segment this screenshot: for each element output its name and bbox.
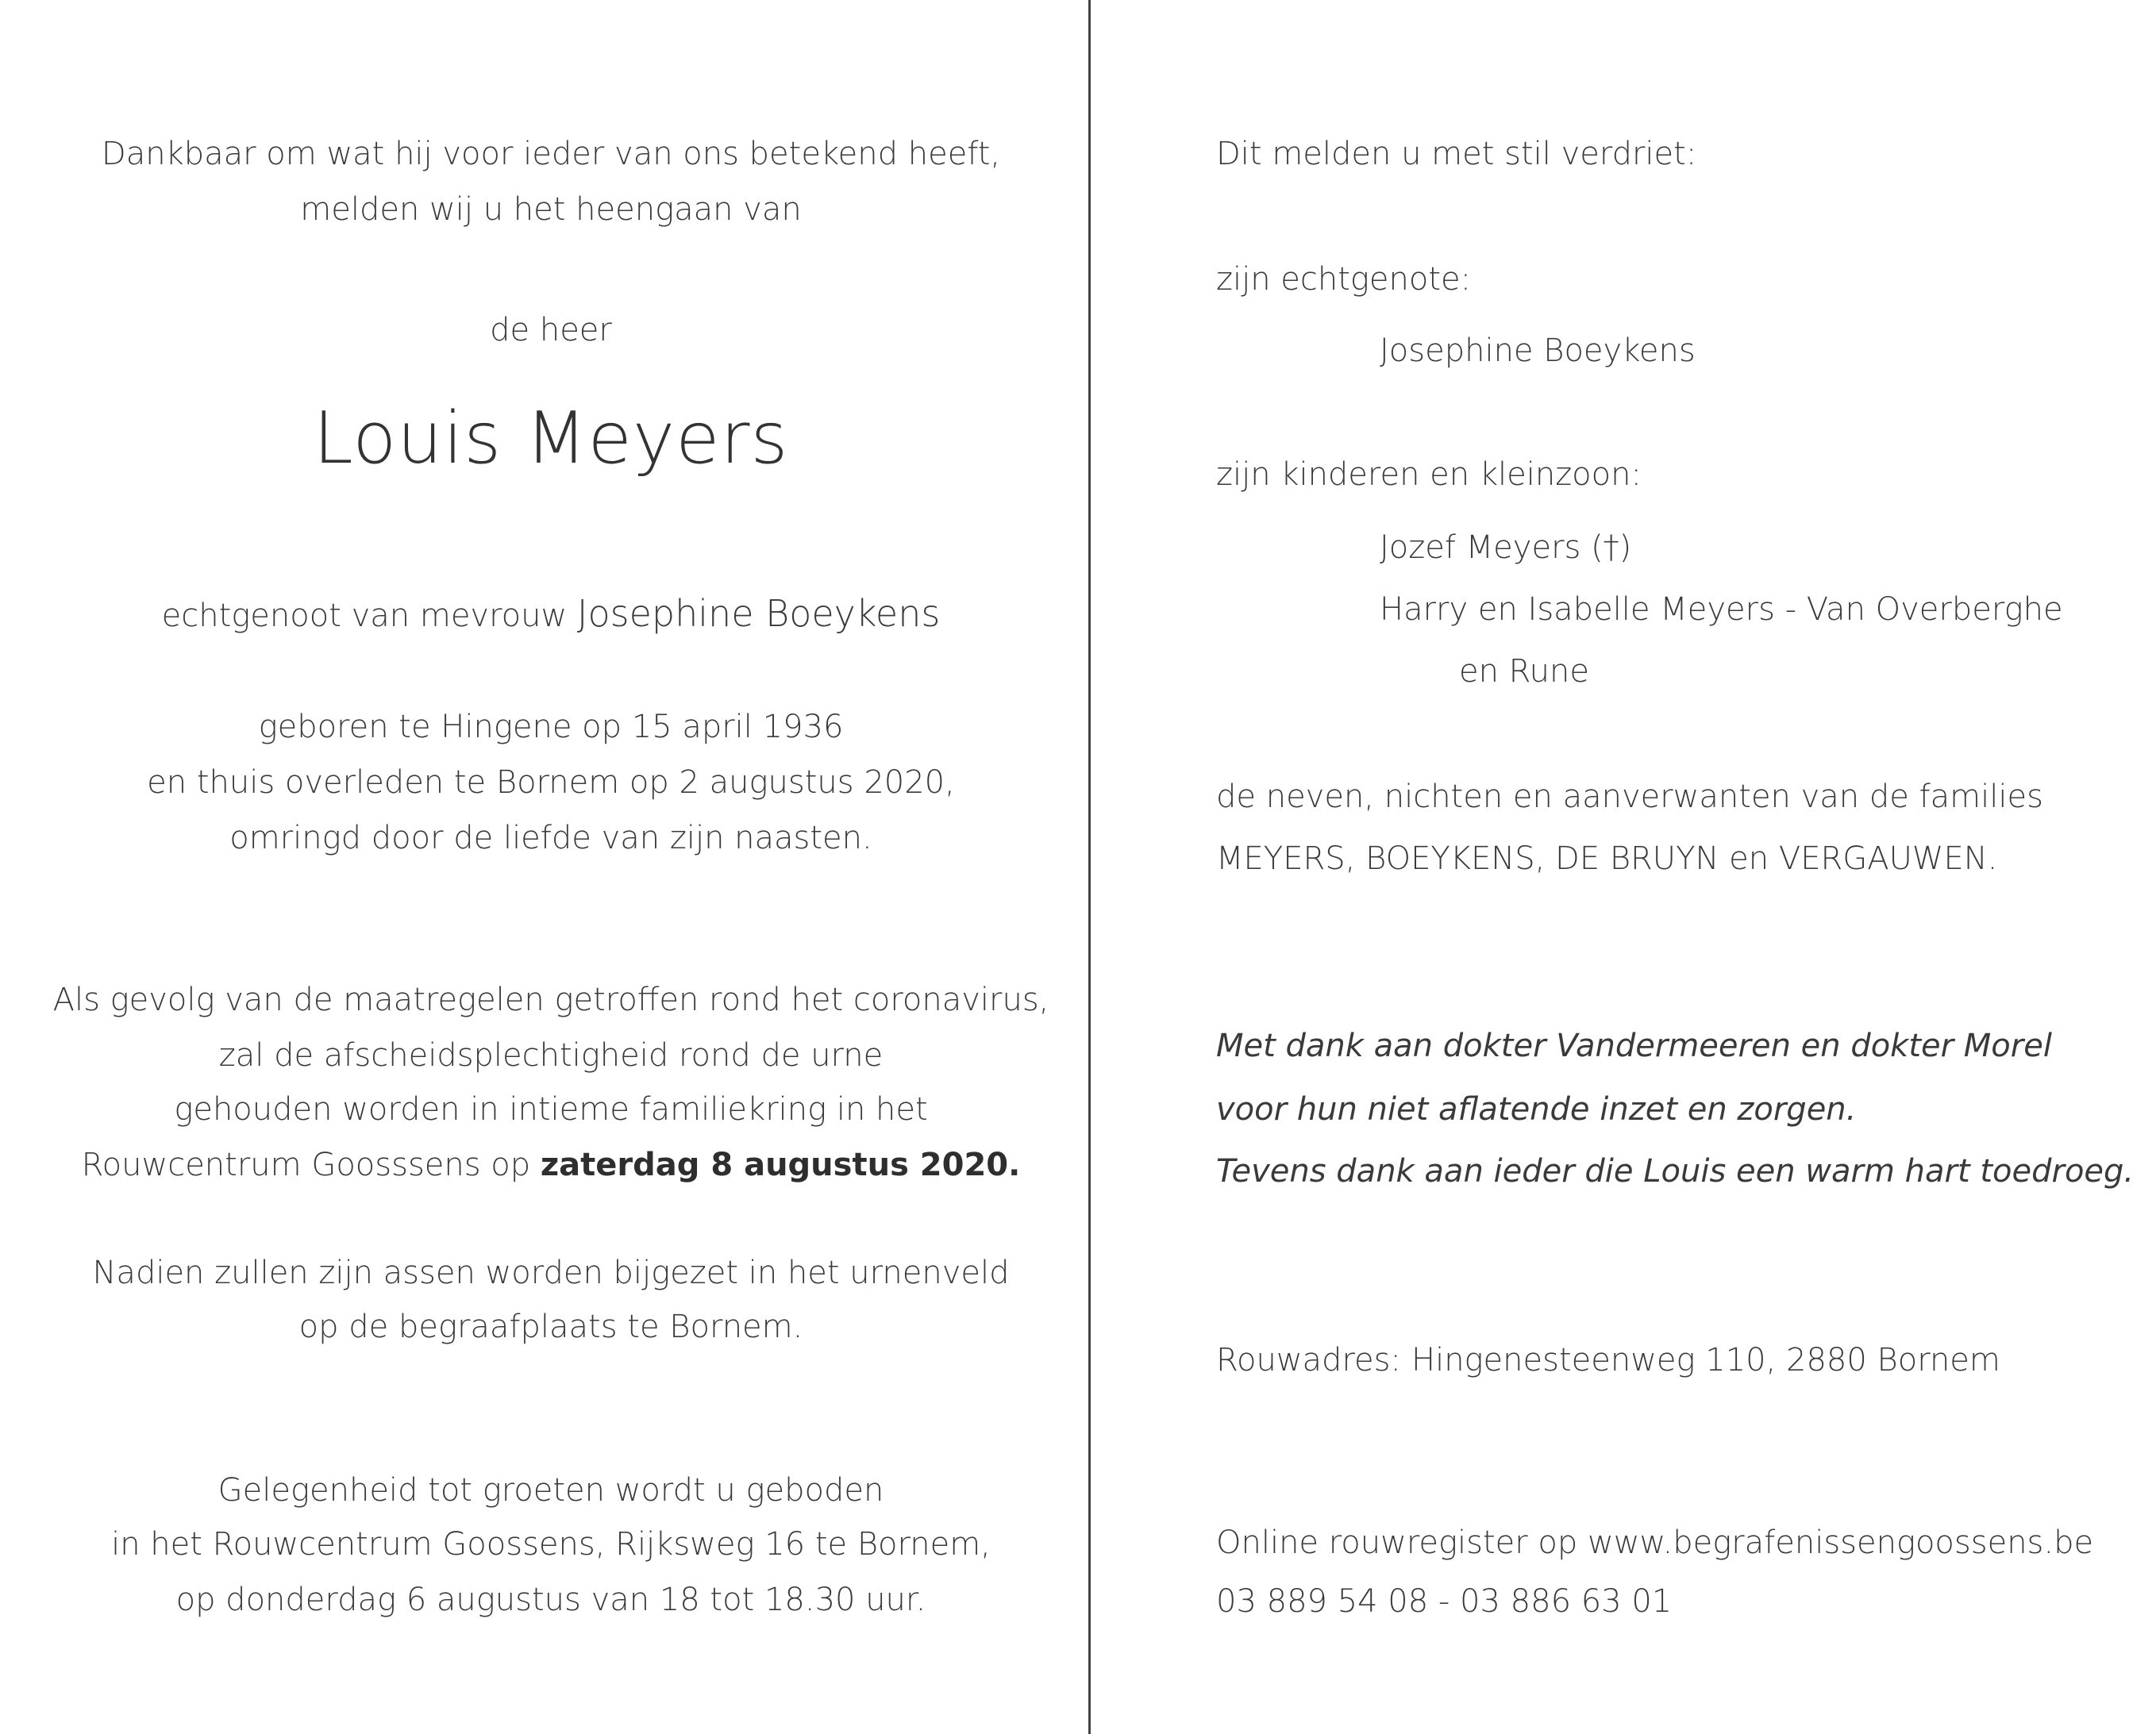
spouse-prefix: echtgenoot van mevrouw: [161, 598, 568, 634]
ceremony-line-1: Als gevolg van de maatregelen getroffen rond het coronavirus,: [52, 982, 1049, 1018]
spouse-line: [161, 592, 941, 635]
ceremony-date: zaterdag 8 augustus 2020.: [540, 1147, 1021, 1183]
child-1: Jozef Meyers (†): [1380, 529, 1632, 566]
address-label: Rouwadres:: [1216, 1342, 1401, 1378]
right-spouse-name: Josephine Boeykens: [1380, 333, 1696, 369]
ceremony-location: Rouwcentrum Goosssens op: [81, 1147, 531, 1183]
page-divider: [1088, 0, 1091, 1734]
spouse-name: Josephine Boeykens: [576, 592, 941, 635]
grandchild: en Rune: [1459, 653, 1589, 690]
visit-line-2: in het Rouwcentrum Goossens, Rijksweg 16 te Bornem,: [111, 1526, 991, 1563]
ceremony-line-2: zal de afscheidsplechtigheid rond de urne: [218, 1037, 884, 1074]
phone-numbers: 03 889 54 08 - 03 886 63 01: [1216, 1583, 1673, 1620]
visit-line-3: op donderdag 6 augustus van 18 tot 18.30 uur.: [175, 1582, 926, 1618]
spouse-label: zijn echtgenote:: [1216, 261, 1472, 298]
died-line: en thuis overleden te Bornem op 2 augustus 2020,: [147, 764, 955, 801]
child-2: Harry en Isabelle Meyers - Van Overberghe: [1380, 591, 2063, 628]
surrounded-line: omringd door de liefde van zijn naasten.: [229, 820, 872, 856]
family-line-1: de neven, nichten en aanverwanten van de families: [1216, 779, 2043, 815]
online-register: Online rouwregister op www.begrafenissengoossens.be: [1216, 1524, 2094, 1561]
ceremony-line-3: gehouden worden in intieme familiekring in het: [174, 1091, 928, 1128]
ceremony-line-4: [82, 1149, 1021, 1181]
visit-line-1: Gelegenheid tot groeten wordt u geboden: [218, 1472, 884, 1509]
thanks-line-1: Met dank aan dokter Vandermeeren en dokter Morel: [1216, 1028, 2052, 1064]
ashes-line-2: op de begraafplaats te Bornem.: [298, 1309, 803, 1345]
announce-line: Dit melden u met stil verdriet:: [1216, 136, 1697, 172]
deceased-title: de heer: [490, 312, 612, 348]
thanks-line-2: voor hun niet aflatende inzet en zorgen.: [1216, 1091, 1857, 1128]
deceased-name: Louis Meyers: [313, 397, 789, 480]
intro-line-2: melden wij u het heengaan van: [300, 191, 802, 228]
ashes-line-1: Nadien zullen zijn assen worden bijgezet in het urnenveld: [92, 1255, 1010, 1291]
children-label: zijn kinderen en kleinzoon:: [1216, 456, 1642, 493]
address-value: Hingenesteenweg 110, 2880 Bornem: [1411, 1342, 2000, 1378]
thanks-line-3: Tevens dank aan ieder die Louis een warm hart toedroeg.: [1216, 1153, 2135, 1190]
intro-line-1: Dankbaar om wat hij voor ieder van ons betekend heeft,: [101, 136, 1001, 172]
born-line: geboren te Hingene op 15 april 1936: [258, 709, 844, 745]
family-line-2: MEYERS, BOEYKENS, DE BRUYN en VERGAUWEN.: [1216, 840, 1998, 877]
